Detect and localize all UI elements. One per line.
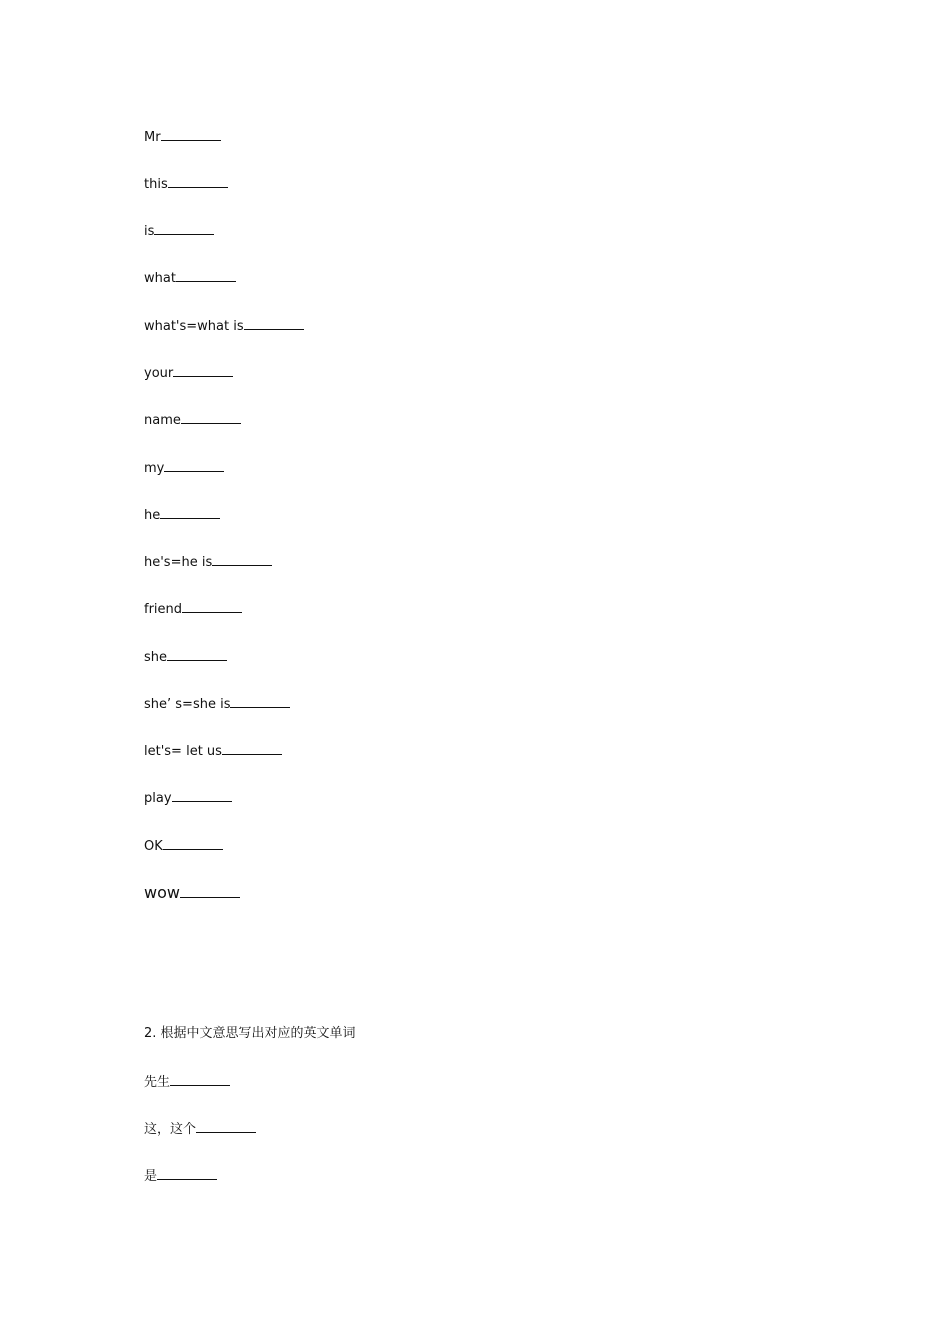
word-label: what bbox=[144, 271, 176, 286]
answer-blank[interactable] bbox=[182, 600, 242, 613]
word-label: he's=he is bbox=[144, 555, 213, 570]
cn-item-mister bbox=[144, 1073, 230, 1092]
answer-blank[interactable] bbox=[222, 742, 282, 755]
word-label: this bbox=[144, 177, 168, 192]
cn-item-this bbox=[144, 1120, 256, 1139]
answer-blank[interactable] bbox=[160, 506, 220, 519]
answer-blank[interactable] bbox=[161, 128, 221, 141]
word-label: name bbox=[144, 413, 181, 428]
cn-label: 这，这个 bbox=[144, 1122, 197, 1137]
word-label: play bbox=[144, 791, 172, 806]
answer-blank[interactable] bbox=[181, 411, 241, 424]
word-item-hes bbox=[144, 553, 272, 572]
word-item-what bbox=[144, 269, 236, 288]
answer-blank[interactable] bbox=[154, 222, 214, 235]
word-item-ok bbox=[144, 837, 223, 856]
cn-label: 是 bbox=[144, 1169, 158, 1184]
answer-blank[interactable] bbox=[167, 648, 227, 661]
word-label: Mr bbox=[144, 130, 161, 145]
cn-item-is bbox=[144, 1167, 217, 1186]
answer-blank[interactable] bbox=[176, 269, 236, 282]
word-item-my bbox=[144, 459, 224, 478]
word-item-he bbox=[144, 506, 220, 525]
word-item-this bbox=[144, 175, 228, 194]
answer-blank[interactable] bbox=[244, 317, 304, 330]
word-label: friend bbox=[144, 602, 183, 617]
word-label: she bbox=[144, 650, 168, 665]
answer-blank[interactable] bbox=[164, 459, 224, 472]
word-label: your bbox=[144, 366, 174, 381]
word-label: what's=what is bbox=[144, 319, 244, 334]
answer-blank[interactable] bbox=[168, 175, 228, 188]
word-item-play bbox=[144, 789, 232, 808]
word-label: wow bbox=[144, 883, 180, 902]
answer-blank[interactable] bbox=[230, 695, 290, 708]
answer-blank[interactable] bbox=[157, 1167, 217, 1180]
word-item-she bbox=[144, 648, 227, 667]
answer-blank[interactable] bbox=[180, 885, 240, 898]
word-item-name bbox=[144, 411, 241, 430]
answer-blank[interactable] bbox=[196, 1120, 256, 1133]
answer-blank[interactable] bbox=[172, 789, 232, 802]
answer-blank[interactable] bbox=[170, 1073, 230, 1086]
word-item-shes bbox=[144, 695, 290, 714]
answer-blank[interactable] bbox=[163, 837, 223, 850]
word-label: my bbox=[144, 461, 165, 476]
word-item-friend bbox=[144, 600, 242, 619]
word-label: is bbox=[144, 224, 155, 239]
word-item-whats bbox=[144, 317, 304, 336]
section-heading: 2. 根据中文意思写出对应的英文单词 bbox=[144, 1026, 356, 1041]
word-item-lets bbox=[144, 742, 282, 761]
cn-label: 先生 bbox=[144, 1075, 171, 1090]
word-item-wow bbox=[144, 884, 240, 902]
word-label: OK bbox=[144, 839, 163, 854]
answer-blank[interactable] bbox=[173, 364, 233, 377]
word-item-your bbox=[144, 364, 233, 383]
word-item-is bbox=[144, 222, 214, 241]
answer-blank[interactable] bbox=[212, 553, 272, 566]
word-label: let's= let us bbox=[144, 744, 222, 759]
word-label: she’ s=she is bbox=[144, 697, 231, 712]
word-item-mr bbox=[144, 128, 221, 147]
word-label: he bbox=[144, 508, 161, 523]
